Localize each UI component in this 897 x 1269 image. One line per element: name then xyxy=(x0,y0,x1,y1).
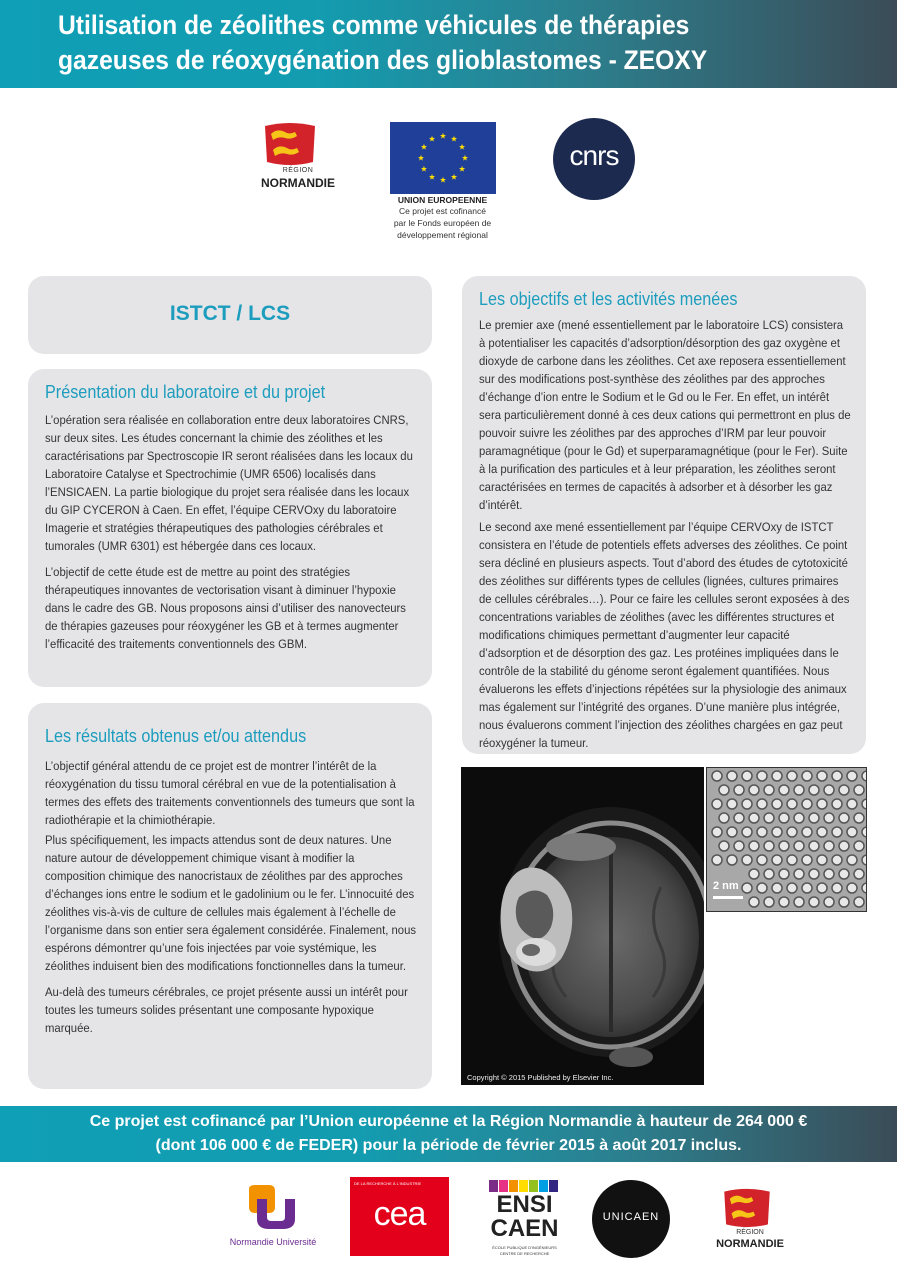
zeolite-cage-icon xyxy=(727,855,737,865)
zeolite-cage-icon xyxy=(742,799,752,809)
zeolite-cage-icon xyxy=(727,771,737,781)
zeolite-cage-icon xyxy=(832,855,842,865)
zeolite-cage-icon xyxy=(794,869,804,879)
page-title xyxy=(58,8,802,78)
zeolite-cage-icon xyxy=(824,869,834,879)
eu-logo xyxy=(385,122,500,247)
zeolite-cage-icon xyxy=(854,785,864,795)
zeolite-cage-icon xyxy=(727,827,737,837)
zeolite-cage-icon xyxy=(839,897,849,907)
normandie-universite-text: Normandie Université xyxy=(229,1237,317,1247)
zeolite-cage-icon xyxy=(712,827,722,837)
zeolite-cage-icon xyxy=(757,855,767,865)
zeolite-cage-icon xyxy=(787,799,797,809)
cea-tagline: DE LA RECHERCHE À L'INDUSTRIE xyxy=(354,1181,422,1186)
zeolite-cage-icon xyxy=(719,785,729,795)
zeolite-cage-icon xyxy=(847,827,857,837)
zeolite-cage-icon xyxy=(809,813,819,823)
zeolite-cage-icon xyxy=(802,855,812,865)
zeolite-cage-icon xyxy=(802,883,812,893)
zeolite-cage-icon xyxy=(734,841,744,851)
region-small-text: RÉGION xyxy=(282,167,314,174)
objectives-panel xyxy=(462,276,866,754)
normandie-universite-logo xyxy=(218,1185,328,1255)
unicaen-text: UNICAEN xyxy=(602,1211,660,1223)
zeolite-cage-icon xyxy=(742,771,752,781)
region-name-text: NORMANDIE xyxy=(261,176,335,190)
eu-name-text: UNION EUROPEENNE xyxy=(397,195,488,205)
presentation-paragraph-1: L’opération sera réalisée en collaboration entre deux laboratoires CNRS, sur deux sites. Les études concernant la chimie des zéolithes et les caractérisations par Spectroscopie IR seront réalisées dans les locaux du Laboratoire Catalyse et Spectrochimie (UMR 6506) localisés dans l’ENSICAEN. La partie biologique du projet sera réalisée dans les locaux du GIP CYCERON à Caen. En effet, l’équipe CERVOxy du laboratoire Imagerie et stratégies thérapeutiques des pathologies cérébrales et tumorales (UMR 6301) est hébergée dans ces locaux. xyxy=(45,413,413,553)
eu-caption-3: développement régional xyxy=(397,230,488,240)
objectives-paragraph-1: Le premier axe (mené essentiellement par le laboratoire LCS) consistera à potentialiser les capacités d’adsorption/désorption des gaz oxygène et dioxyde de carbone dans les zéolithes. Cet axe reposera essentiellement sur des modifications post-synthèse des zéolithes par des approches d’échange d’ion entre le Sodium et le Gd ou le Fer. En effet, un intérêt sera particulièrement donné à ces deux cations qui permettront en plus de pouvoir suivre les zéolithes par des approches d’IRM par leur pouvoir paramagnétique (pour le Gd) et superparamagnétique (pour le Fer). Suite à la purification des particules et à leur préparation, les zéolithes seront caractérisées en termes de capacités à adsorber et à désorber les gaz d’intérêt. xyxy=(479,318,851,512)
zeolite-cage-icon xyxy=(854,813,864,823)
zeolite-cage-icon xyxy=(862,799,867,809)
zeolite-cage-icon xyxy=(832,827,842,837)
zeolite-cage-icon xyxy=(854,841,864,851)
zeolite-cage-icon xyxy=(802,799,812,809)
zeolite-cage-icon xyxy=(772,827,782,837)
zeolite-cage-icon xyxy=(779,813,789,823)
title-line-2: gazeuses de réoxygénation des glioblastomes - ZEOXY xyxy=(58,45,708,75)
zeolite-cage-icon xyxy=(742,855,752,865)
results-panel xyxy=(28,703,432,1089)
zeolite-cage-icon xyxy=(712,799,722,809)
title-line-1: Utilisation de zéolithes comme véhicules de thérapies xyxy=(58,10,690,40)
zeolite-cage-icon xyxy=(727,799,737,809)
zeolite-cage-icon xyxy=(772,855,782,865)
ensicaen-tagline-1: ÉCOLE PUBLIQUE D'INGÉNIEURS xyxy=(492,1245,557,1250)
presentation-paragraph-2: L’objectif de cette étude est de mettre au point des stratégies thérapeutiques innovantes de vectorisation visant à diminuer l’hypoxie dans le cadre des GB. Nous proposons ainsi d’utiliser des nanovecteurs de thérapies gazeuses pour réoxygéner les GB et à termes augmenter l’efficacité des traitements conventionnels des GBM. xyxy=(45,565,406,651)
region-small-text-bottom: RÉGION xyxy=(736,1229,764,1236)
zeolite-cage-icon xyxy=(787,883,797,893)
zeolite-cage-icon xyxy=(779,841,789,851)
zeolite-cage-icon xyxy=(847,883,857,893)
zeolite-cage-icon xyxy=(794,841,804,851)
zeolite-cage-icon xyxy=(757,799,767,809)
zeolite-cage-icon xyxy=(847,799,857,809)
zeolite-cage-icon xyxy=(809,869,819,879)
zeolite-cage-icon xyxy=(794,813,804,823)
cea-text: cea xyxy=(373,1195,426,1233)
ensicaen-tagline-2: CENTRE DE RECHERCHE xyxy=(499,1251,550,1256)
zeolite-cage-icon xyxy=(757,827,767,837)
region-normandie-logo-bottom xyxy=(710,1188,790,1254)
zeolite-cage-icon xyxy=(802,827,812,837)
objectives-body xyxy=(479,316,852,760)
zeolite-cage-icon xyxy=(772,883,782,893)
eu-flag-icon xyxy=(390,122,496,194)
zeolite-cage-icon xyxy=(772,799,782,809)
eu-caption-2: par le Fonds européen de xyxy=(393,218,492,228)
zeolite-cage-icon xyxy=(862,855,867,865)
zeolite-cage-icon xyxy=(749,813,759,823)
zeolite-cage-icon xyxy=(742,827,752,837)
zeolite-cage-icon xyxy=(787,855,797,865)
zeolite-cage-icon xyxy=(802,771,812,781)
eu-caption-1: Ce projet est cofinancé xyxy=(399,206,486,216)
zeolite-cage-icon xyxy=(749,785,759,795)
zeolite-cage-icon xyxy=(824,813,834,823)
results-paragraph-1: L’objectif général attendu de ce projet est de montrer l’intérêt de la réoxygénation du tissu tumoral cérébral en vue de la potentialisation à termes des effets des traitements conventionnels des tumeurs que sont la radiothérapie et la chimiothérapie. xyxy=(45,759,415,827)
zeolite-cage-icon xyxy=(779,897,789,907)
unicaen-logo xyxy=(592,1180,670,1258)
zeolite-cage-icon xyxy=(817,883,827,893)
zeolite-cage-icon xyxy=(742,883,752,893)
scale-bar xyxy=(713,896,743,899)
presentation-body xyxy=(45,411,418,661)
region-normandie-logo xyxy=(255,122,341,198)
copyright-caption: Copyright © 2015 Published by Elsevier Inc. xyxy=(467,1073,614,1082)
zeolite-cage-icon xyxy=(787,827,797,837)
zeolite-cage-icon xyxy=(734,813,744,823)
zeolite-cage-icon xyxy=(779,785,789,795)
objectives-heading: Les objectifs et les activités menées xyxy=(479,289,738,309)
zeolite-cage-icon xyxy=(832,883,842,893)
normandie-lions-icon xyxy=(263,122,317,166)
zeolite-cage-icon xyxy=(779,869,789,879)
zeolite-cage-icon xyxy=(749,841,759,851)
ensicaen-logo xyxy=(487,1180,562,1260)
normandie-lions-icon-bottom xyxy=(722,1188,772,1228)
zeolite-cage-icon xyxy=(719,841,729,851)
results-paragraph-3: Au-delà des tumeurs cérébrales, ce projet présente aussi un intérêt pour toutes les tumeurs solides présentant une composante hypoxique marquée. xyxy=(45,985,408,1035)
region-name-text-bottom: NORMANDIE xyxy=(716,1238,784,1250)
brain-mri-image xyxy=(461,767,704,1085)
zeolite-cage-icon xyxy=(839,813,849,823)
zeolite-cage-icon xyxy=(809,841,819,851)
zeolite-cage-icon xyxy=(764,869,774,879)
mri-figure xyxy=(461,767,704,1085)
zeolite-cage-icon xyxy=(862,883,867,893)
results-paragraph-2: Plus spécifiquement, les impacts attendus sont de deux natures. Une nature autour de développement chimique visant à modifier la composition chimique des nanocristaux de zéolithes par des approches d’échanges ions entre le sodium et le gadolinium ou le fer. L’innocuité des zéolithes vis-à-vis de culture de cellules mais également à l’échelle de l’organisme dans son entier sera également considérée. Finalement, nous espérons démontrer qu’une fois injectées par voie systémique, les zéolithes induisent bien des modifications fonctionnelles dans la tumeur. xyxy=(45,833,417,973)
presentation-panel xyxy=(28,369,432,687)
title-banner xyxy=(0,0,897,88)
zeolite-cage-icon xyxy=(764,897,774,907)
funding-line-2: (dont 106 000 € de FEDER) pour la période de février 2015 à août 2017 inclus. xyxy=(155,1137,742,1154)
cnrs-logo-text: cnrs xyxy=(569,140,619,171)
lab-title-panel xyxy=(28,276,432,354)
zeolite-cage-icon xyxy=(839,869,849,879)
results-body xyxy=(45,757,418,1045)
zeolite-cage-icon xyxy=(757,771,767,781)
zeolite-cage-icon xyxy=(824,785,834,795)
zeolite-cage-icon xyxy=(809,785,819,795)
zeolite-cage-icon xyxy=(794,785,804,795)
funding-banner xyxy=(0,1106,897,1162)
zeolite-cage-icon xyxy=(839,785,849,795)
zeolite-cage-icon xyxy=(809,897,819,907)
zeolite-cage-icon xyxy=(734,785,744,795)
zeolite-cage-icon xyxy=(854,869,864,879)
normandie-universite-icon xyxy=(245,1185,301,1231)
zeolite-cage-icon xyxy=(764,785,774,795)
zeolite-cage-icon xyxy=(817,799,827,809)
zeolite-cage-icon xyxy=(832,771,842,781)
lab-title: ISTCT / LCS xyxy=(169,302,291,325)
zeolite-cage-icon xyxy=(764,813,774,823)
results-heading: Les résultats obtenus et/ou attendus xyxy=(45,726,307,746)
zeolite-cage-icon xyxy=(817,855,827,865)
ensicaen-line-2: CAEN xyxy=(490,1215,559,1242)
zeolite-cage-icon xyxy=(749,869,759,879)
zeolite-cage-icon xyxy=(862,827,867,837)
zeolite-cage-icon xyxy=(824,841,834,851)
objectives-paragraph-2: Le second axe mené essentiellement par l’équipe CERVOxy de ISTCT consistera en l’étude de potentiels effets adverses des zéolithes. Ce point sera décliné en plusieurs aspects. Tout d’abord des études de cytotoxicité des zéolithes sur différents types de cellules (lignées, cultures primaires de cellules cérébrales…). Pour ce faire les cellules seront exposées à des concentrations variables de zéolithes (avec les différentes structures et modifications chimiques permettant d’augmenter leur capacité d’adsorption et de désorption des gaz. Les protéines impliquées dans le contrôle de la stabilité du génome seront également quantifiées. Nous évaluerons les effets d’injections répétées sur la physiologie des animaux mas également sur l’intégrité des organes. D’une manière plus intégrée, nous évaluerons comment l’injection des zéolithes chargées en gaz peut réoxygéner la tumeur. xyxy=(479,520,850,750)
zeolite-cage-icon xyxy=(824,897,834,907)
zeolite-cage-icon xyxy=(772,771,782,781)
zeolite-cage-icon xyxy=(712,771,722,781)
zeolite-cage-icon xyxy=(847,771,857,781)
zeolite-cage-icon xyxy=(794,897,804,907)
cea-logo xyxy=(350,1177,449,1256)
zeolite-cage-icon xyxy=(832,799,842,809)
zeolite-cage-icon xyxy=(817,771,827,781)
zeolite-cage-icon xyxy=(787,771,797,781)
zeolite-cage-icon xyxy=(749,897,759,907)
zeolite-cage-icon xyxy=(862,771,867,781)
funding-line-1: Ce projet est cofinancé par l’Union européenne et la Région Normandie à hauteur de 264 000 € xyxy=(89,1113,808,1130)
zeolite-tem-inset xyxy=(706,767,867,912)
scale-bar-label: 2 nm xyxy=(713,880,739,892)
cnrs-logo xyxy=(553,118,635,200)
zeolite-cage-icon xyxy=(764,841,774,851)
ensicaen-line-1: ENSI xyxy=(496,1191,553,1218)
zeolite-cage-icon xyxy=(757,883,767,893)
zeolite-cage-icon xyxy=(817,827,827,837)
zeolite-cage-icon xyxy=(847,855,857,865)
zeolite-cage-icon xyxy=(854,897,864,907)
zeolite-cage-icon xyxy=(712,855,722,865)
zeolite-cage-icon xyxy=(839,841,849,851)
zeolite-cage-icon xyxy=(719,813,729,823)
presentation-heading: Présentation du laboratoire et du projet xyxy=(45,382,326,402)
